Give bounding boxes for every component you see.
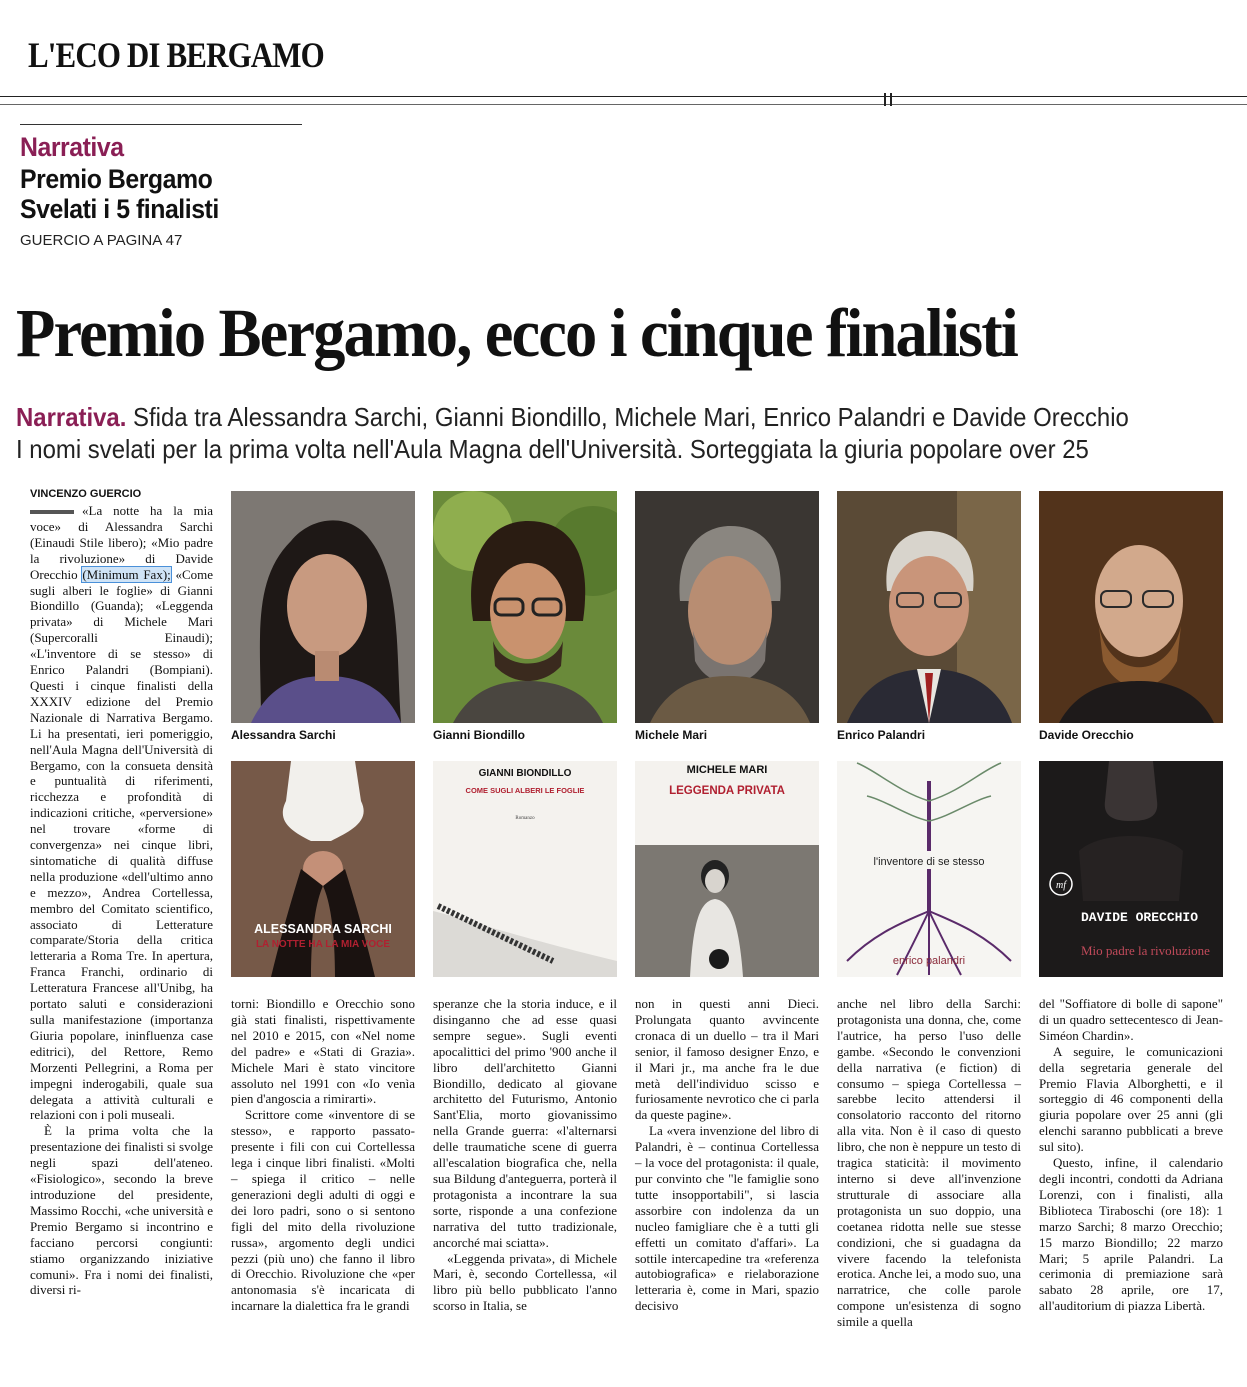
kicker-title: Premio Bergamo bbox=[20, 164, 213, 194]
subhead-lead: Narrativa. bbox=[16, 402, 127, 432]
article-paragraph: «Leggenda privata», di Michele Mari, è, secondo Cortellessa, «il libro più bello pubblicato l'anno scorso in Italia, se bbox=[433, 1250, 617, 1314]
cover-genre: Romanzo bbox=[515, 816, 535, 821]
subhead-line1 bbox=[16, 402, 1129, 433]
author-photo-orecchio bbox=[1039, 491, 1223, 723]
cover-author: GIANNI BIONDILLO bbox=[478, 768, 572, 779]
article-paragraph: Scrittore come «inventore di se stesso», e rapporto passato-presente i fili con cui Cortellessa lega i cinque libri finalisti. «Molti – spiega il critico – nelle generazioni degli adulti di oggi e dei loro padri, sono o si sentono figli del mito della rivoluzione russa», argomento degli undici pezzi (più uno) che fanno il libro di Orecchio. Rivoluzione che «per antonomasia s'è incaricata di incarnare la dialettica fra le grandi bbox=[231, 1107, 415, 1314]
cover-title: Mio padre la rivoluzione bbox=[1081, 943, 1210, 958]
article-column-5 bbox=[837, 996, 1021, 1330]
cover-title: LEGGENDA PRIVATA bbox=[669, 785, 785, 797]
article-column-2 bbox=[231, 996, 415, 1314]
cover-title: l'inventore di se stesso bbox=[873, 856, 985, 868]
book-cover-biondillo bbox=[433, 761, 617, 977]
cover-title: LA NOTTE HA LA MIA VOCE bbox=[255, 939, 391, 950]
article-column-4 bbox=[635, 996, 819, 1314]
article-paragraph: «La notte ha la mia voce» di Alessandra Sarchi (Einaudi Stile libero); «Mio padre la rivoluzione» di Davide Orecchio (Minimum Fax); «Come sugli alberi le foglie» di Gianni Biondillo (Guanda); «Leggenda privata» di Michele Mari (Supercoralli Einaudi); «L'inventore di se stesso» di Enrico Palandri (Bompiani). Questi i cinque finalisti della XXXIV edizione del Premio Nazionale di Narrativa Bergamo. Li ha presentati, ieri pomeriggio, nell'Aula Magna dell'Università di Bergamo, con la consueta densità e puntualità di riferimenti, ricchezza e profondità di indicazioni critiche, «perversione» nel trovare «forme di convergenza» nei cinque libri, sintomatiche di qualità diffuse nella produzione «dell'ultimo anno e mezzo», Andrea Cortellessa, membro del Comitato scientifico, associato di Letterature comparate/Storia della critica letteraria a Roma Tre. In apertura, Franca Franchi, ordinario di Letteratura Francese all'Unibg, ha portato saluti e considerazioni sulla manifestazione (importanza Giuria popolare, ininfluenza case editrici), del Rettore, Remo Morzenti Pellegrini, a Roma per impegni inderogabili, quale sua delegata a attività culturali e relazioni con i poli museali. bbox=[30, 503, 213, 1123]
book-cover-orecchio bbox=[1039, 761, 1223, 977]
cover-author: MICHELE MARI bbox=[686, 764, 768, 776]
article-paragraph: A seguire, le comunicazioni della segretaria generale del Premio Flavia Alborghetti, e il sorteggio di 46 componenti della giuria popolare over 25 anni (gli elenchi saranno pubblicati a breve sul sito). bbox=[1039, 1043, 1223, 1155]
article-paragraph: non in questi anni Dieci. Prolungata quanto avvincente cronaca di un duello – tra il Mari senior, il famoso designer Enzo, e il Mari jr., ma anche fra le due metà dell'individuo scisso e furiosamente nevrotico che ci parla da queste pagine». bbox=[635, 996, 819, 1123]
kicker-page-ref: GUERCIO A PAGINA 47 bbox=[20, 232, 183, 249]
byline: VINCENZO GUERCIO bbox=[30, 488, 142, 500]
article-paragraph: È la prima volta che la presentazione dei finalisti si svolge negli spazi dell'ateneo. «Fisiologico», secondo la breve introduzione del presidente, Massimo Rocchi, «che università e Premio Bergamo si incontrino e facciano percorsi congiunti: stiamo organizzando iniziative comuni». Fra i nomi dei finalisti, diversi ri- bbox=[30, 1123, 213, 1298]
author-caption: Alessandra Sarchi bbox=[231, 728, 336, 742]
kicker-title: Svelati i 5 finalisti bbox=[20, 194, 219, 224]
author-caption: Gianni Biondillo bbox=[433, 728, 525, 742]
article-paragraph: del "Soffiatore di bolle di sapone" di un quadro settecentesco di Jean-Siméon Chardin». bbox=[1039, 996, 1223, 1043]
rule-tick bbox=[884, 93, 886, 106]
highlighted-text[interactable]: (Minimum Fax); bbox=[82, 566, 171, 582]
article-column-1 bbox=[30, 503, 213, 1298]
masthead: L'ECO DI BERGAMO bbox=[28, 35, 324, 75]
subhead-text: Sfida tra Alessandra Sarchi, Gianni Biondillo, Michele Mari, Enrico Palandri e Davide Orecchio bbox=[133, 402, 1129, 432]
dash-mark bbox=[30, 510, 74, 514]
article-paragraph: torni: Biondillo e Orecchio sono già stati finalisti, rispettivamente nel 2010 e 2015, con «Nel nome del padre» e «Stati di Grazia». Michele Mari è stato vincitore assoluto nel 1991 con «Io venìa pien d'angoscia a rimirarti». bbox=[231, 996, 415, 1107]
rule-tick bbox=[890, 93, 892, 106]
book-cover-mari bbox=[635, 761, 819, 977]
cover-author: ALESSANDRA SARCHI bbox=[254, 922, 392, 936]
article-column-3 bbox=[433, 996, 617, 1314]
publisher-logo: mf bbox=[1056, 880, 1066, 891]
article-paragraph: Questo, infine, il calendario degli incontri, condotti da Adriana Lorenzi, con i finalisti, alla Biblioteca Tiraboschi (ore 18): 1 marzo Sarchi; 8 marzo Orecchio; 15 marzo Biondillo; 22 marzo Mari; 5 aprile Palandri. La cerimonia di premiazione sarà sabato 28 aprile, ore 17, all'auditorium di piazza Libertà. bbox=[1039, 1155, 1223, 1314]
article-paragraph: speranze che la storia induce, e il disinganno che ad esse quasi sempre segue». Sugli eventi apocalittici del primo '900 anche il libro dell'architetto Gianni Biondillo, dedicato al giovane architetto del Futurismo, Antonio Sant'Elia, morto giovanissimo nella Grande guerra: «l'alternarsi delle traumatiche scene di guerra all'escalation biografica che, nella sua Bildung d'anteguerra, porterà il protagonista a incontrare la sua sorte, risponde a una confezione narrativa del tutto tradizionale, ancorché mai sciatta». bbox=[433, 996, 617, 1250]
cover-title: COME SUGLI ALBERI LE FOGLIE bbox=[465, 786, 585, 795]
masthead-rule-thin bbox=[0, 104, 1247, 105]
book-cover-sarchi bbox=[231, 761, 415, 977]
author-caption: Enrico Palandri bbox=[837, 728, 926, 742]
author-photo-mari bbox=[635, 491, 819, 723]
headline: Premio Bergamo, ecco i cinque finalisti bbox=[16, 295, 1017, 371]
book-cover-palandri bbox=[837, 761, 1021, 977]
article-column-6 bbox=[1039, 996, 1223, 1314]
author-photo-sarchi bbox=[231, 491, 415, 723]
article-paragraph: anche nel libro della Sarchi: protagonista una donna, che, come l'autrice, ha perso l'uso delle gambe. «Secondo le convenzioni della narrativa (e fiction) di consumo – spiega Cortellessa – sarebbe lecito attendersi il consolatorio racconto del ritorno alla vita. Non è il caso di questo libro, che non è neppure un testo di tragica staticità: il movimento interno si deve all'invenzione strutturale di associare alla protagonista un suo doppio, una coetanea ridotta nelle sue stesse condizioni, che si guadagna da vivere facendo la telefonista erotica. Anche lei, a modo suo, una narratrice, che colle parole compone un'esistenza di sogno simile a quella bbox=[837, 996, 1021, 1330]
subhead-line2: I nomi svelati per la prima volta nell'Aula Magna dell'Università. Sorteggiata la giuria popolare over 25 bbox=[16, 434, 1089, 464]
author-photo-biondillo bbox=[433, 491, 617, 723]
cover-author: DAVIDE ORECCHIO bbox=[1081, 910, 1199, 925]
article-paragraph: La «vera invenzione del libro di Palandri, è – continua Cortellessa – la voce del protagonista: il quale, pur convinto che "le famiglie sono tutte insopportabili", si lascia assorbire con indolenza da un nucleo famigliare che è a tutti gli effetti un comitato d'affari». La sottile intercapedine tra «referenza autobiografica» e rielaborazione letteraria è, come in Mari, spazio decisivo bbox=[635, 1123, 819, 1314]
author-photo-palandri bbox=[837, 491, 1021, 723]
author-caption: Davide Orecchio bbox=[1039, 728, 1134, 742]
masthead-rule bbox=[0, 96, 1247, 97]
kicker-category: Narrativa bbox=[20, 132, 124, 162]
kicker-rule bbox=[20, 124, 302, 125]
cover-author: enrico palandri bbox=[892, 955, 966, 967]
author-caption: Michele Mari bbox=[635, 728, 708, 742]
